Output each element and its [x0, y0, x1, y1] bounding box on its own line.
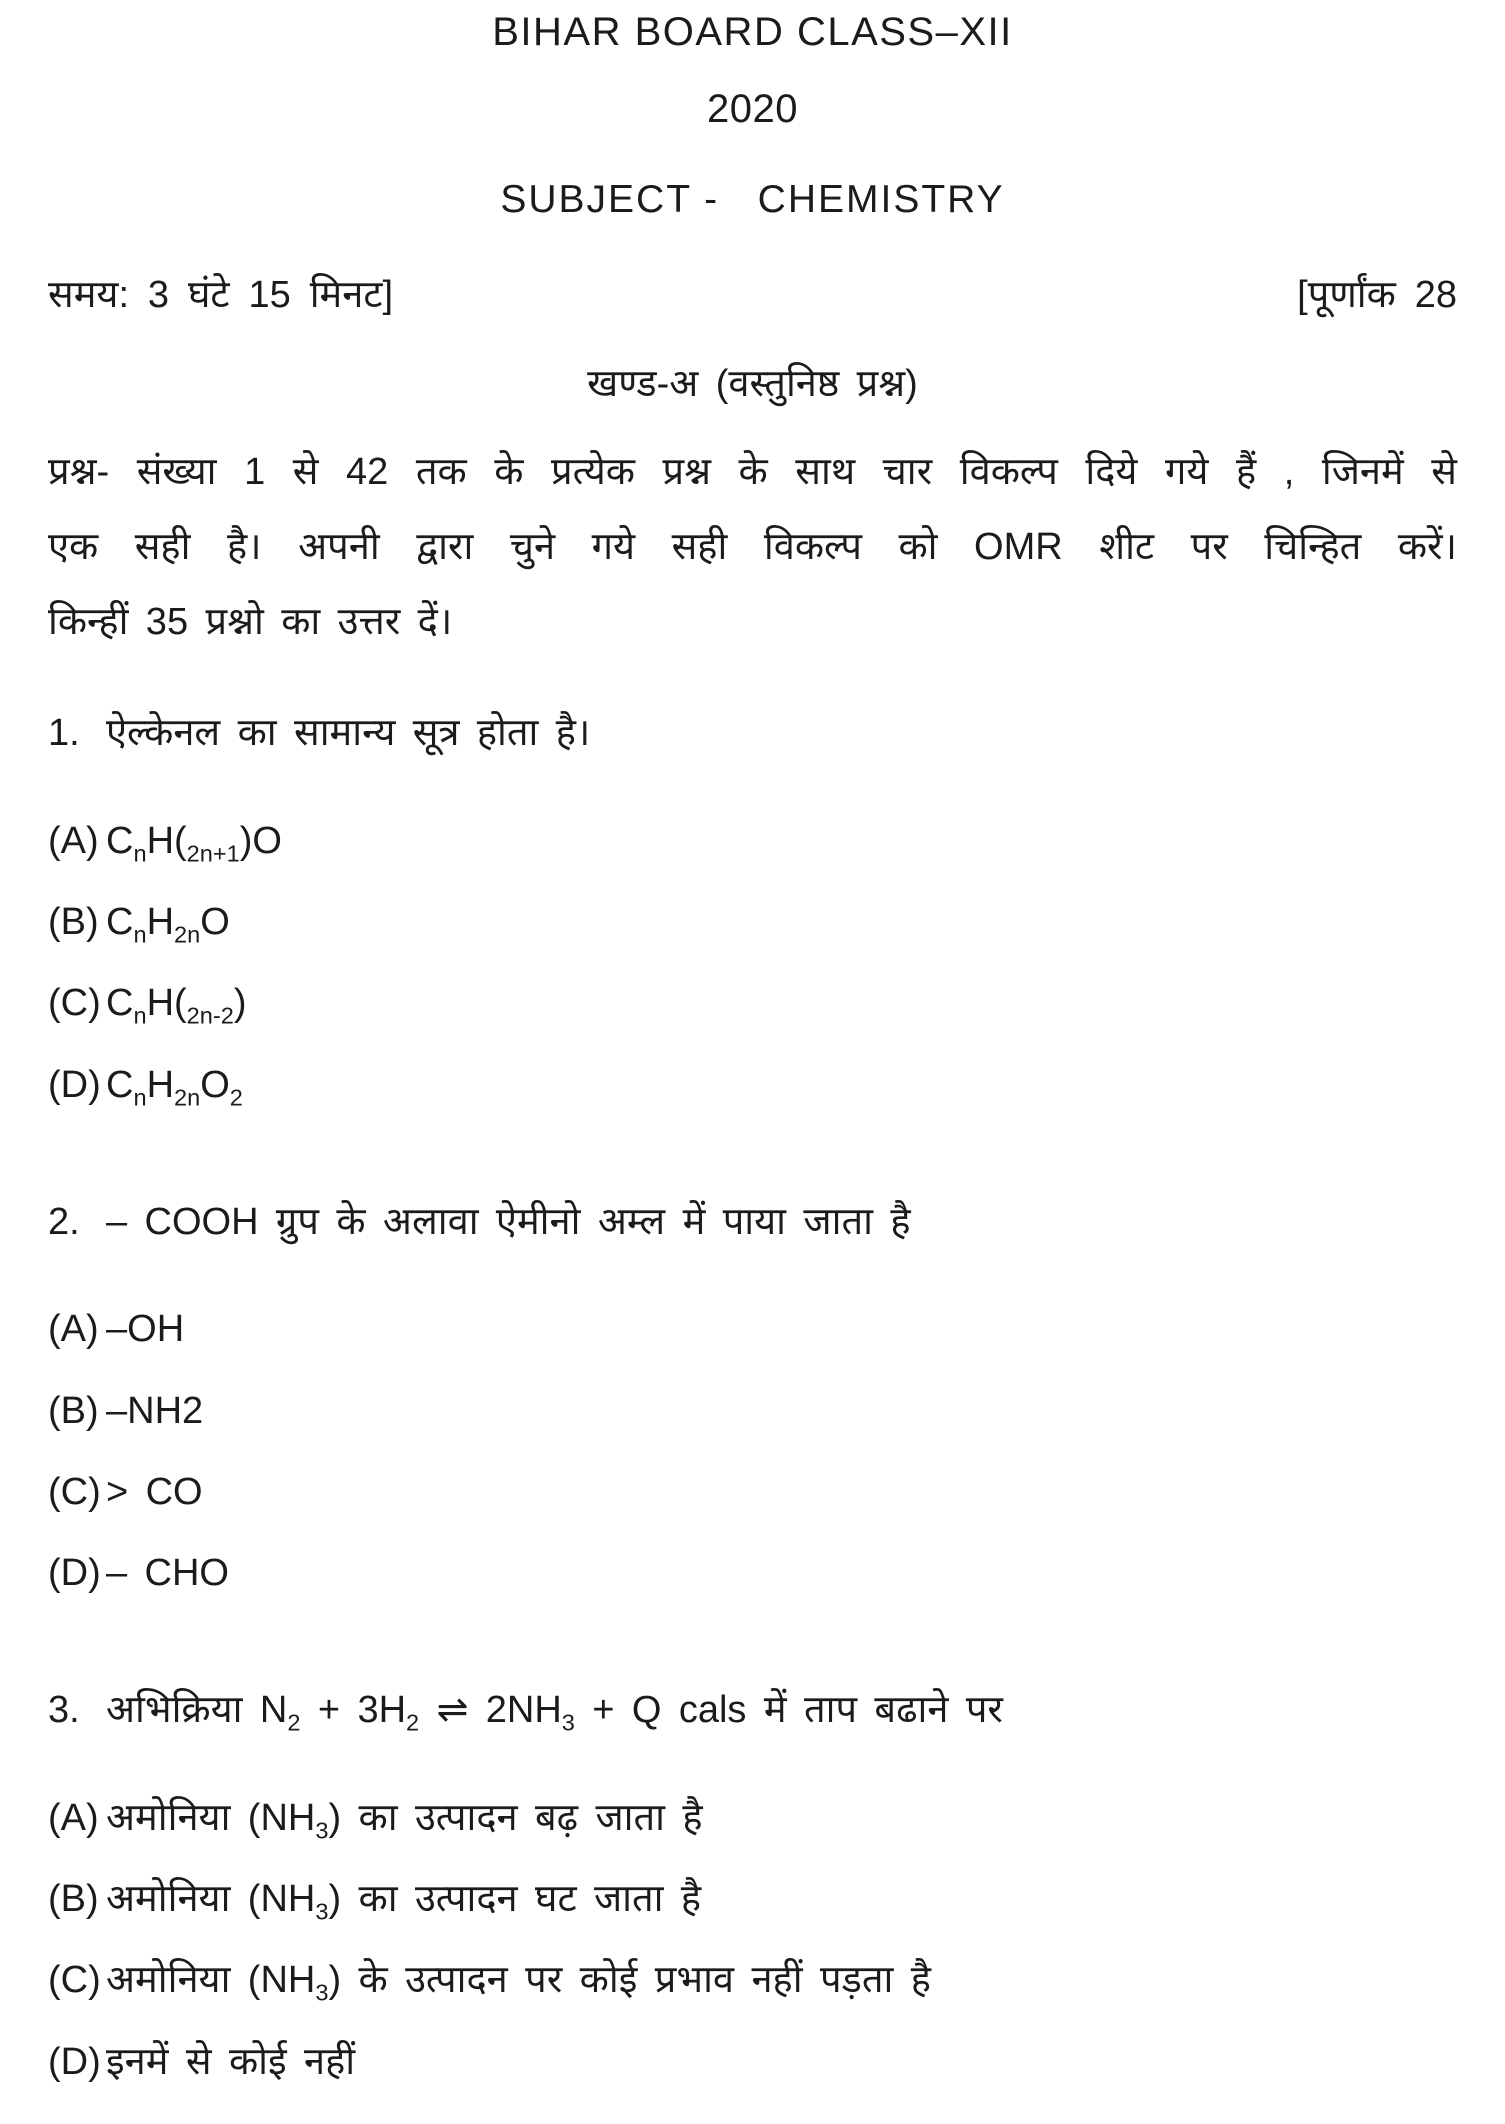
option-label: (C): [48, 1470, 101, 1513]
instructions-line-3: किन्हीं 35 प्रश्नो का उत्तर दें।: [48, 601, 453, 644]
question-2-option-d: [48, 1548, 1457, 1599]
question-2: [48, 1197, 1457, 1599]
option-text: $C_nH(_{2n+1})O$: [106, 819, 282, 867]
question-1-option-c: [48, 978, 1457, 1029]
question-2-option-b: [48, 1386, 1457, 1437]
option-label: (D): [48, 1063, 101, 1106]
option-label: (B): [48, 901, 99, 944]
question-3-option-c: [48, 1955, 1457, 2006]
option-label: (A): [48, 819, 99, 862]
option-text: अमोनिया $(NH_3)$ का उत्पादन बढ़ जाता है: [106, 1796, 703, 1844]
instructions-paragraph: [48, 447, 1457, 649]
option-text: अमोनिया $(NH_3)$ का उत्पादन घट जाता है: [106, 1878, 702, 1925]
option-label: (C): [48, 1959, 101, 2002]
question-1-option-d: [48, 1060, 1457, 1111]
option-text: – CHO: [106, 1552, 229, 1595]
option-label: (A): [48, 1308, 99, 1351]
question-text: अभिक्रिया $N_2 + 3H_2$ ⇌ $2NH_3 + Q$ cals में ताप बढाने पर: [106, 1689, 1003, 1737]
option-label: (D): [48, 2040, 101, 2083]
section-heading: खण्ड-अ (वस्तुनिष्ठ प्रश्न): [587, 363, 918, 406]
question-2-text-row: [48, 1197, 1457, 1248]
meta-row: [48, 270, 1457, 321]
option-text: $C_nH_{2n}O$: [106, 901, 230, 948]
option-text: $C_nH_{2n}O_2$: [106, 1063, 243, 1111]
question-number: 1.: [48, 712, 80, 755]
option-text: –OH: [106, 1308, 185, 1351]
question-3-text-row: [48, 1685, 1457, 1736]
instructions-line-2: एक सही है। अपनी द्वारा चुने गये सही विकल्प को OMR शीट पर चिन्हित करें।: [48, 525, 1457, 568]
question-3-option-b: [48, 1874, 1457, 1925]
option-text: –NH2: [106, 1389, 204, 1432]
question-3-option-a: [48, 1793, 1457, 1844]
question-1: [48, 708, 1457, 1110]
question-text: – COOH ग्रुप के अलावा ऐमीनो अम्ल में पाया जाता है: [106, 1200, 911, 1243]
option-label: (D): [48, 1552, 101, 1595]
exam-year: 2020: [707, 87, 798, 131]
question-1-option-a: [48, 816, 1457, 867]
question-2-option-c: [48, 1467, 1457, 1518]
option-label: (B): [48, 1389, 99, 1432]
instructions-line-1: प्रश्न- संख्या 1 से 42 तक के प्रत्येक प्रश्न के साथ चार विकल्प दिये गये हैं , जिनमें से: [48, 450, 1457, 493]
question-1-text-row: [48, 708, 1457, 759]
option-text: > CO: [106, 1470, 203, 1513]
option-text: $C_nH(_{2n-2})$: [106, 982, 247, 1029]
max-marks-label: [पूर्णांक 28: [1297, 274, 1457, 316]
page-title: BIHAR BOARD CLASS–XII: [492, 10, 1013, 54]
question-number: 3.: [48, 1689, 80, 1732]
question-3-option-d: [48, 2037, 1457, 2088]
option-label: (A): [48, 1796, 99, 1839]
question-3: [48, 1685, 1457, 2087]
question-number: 2.: [48, 1200, 80, 1243]
option-label: (C): [48, 982, 101, 1025]
question-2-option-a: [48, 1304, 1457, 1355]
option-text: अमोनिया $(NH_3)$ के उत्पादन पर कोई प्रभाव नहीं पड़ता है: [106, 1959, 931, 2006]
option-label: (B): [48, 1878, 99, 1921]
subject-title: SUBJECT - CHEMISTRY: [500, 178, 1005, 221]
question-1-option-b: [48, 897, 1457, 948]
question-text: ऐल्केनल का सामान्य सूत्र होता है।: [106, 712, 591, 755]
option-text: इनमें से कोई नहीं: [106, 2040, 356, 2083]
time-allowed-label: समय: 3 घंटे 15 मिनट]: [48, 274, 394, 316]
